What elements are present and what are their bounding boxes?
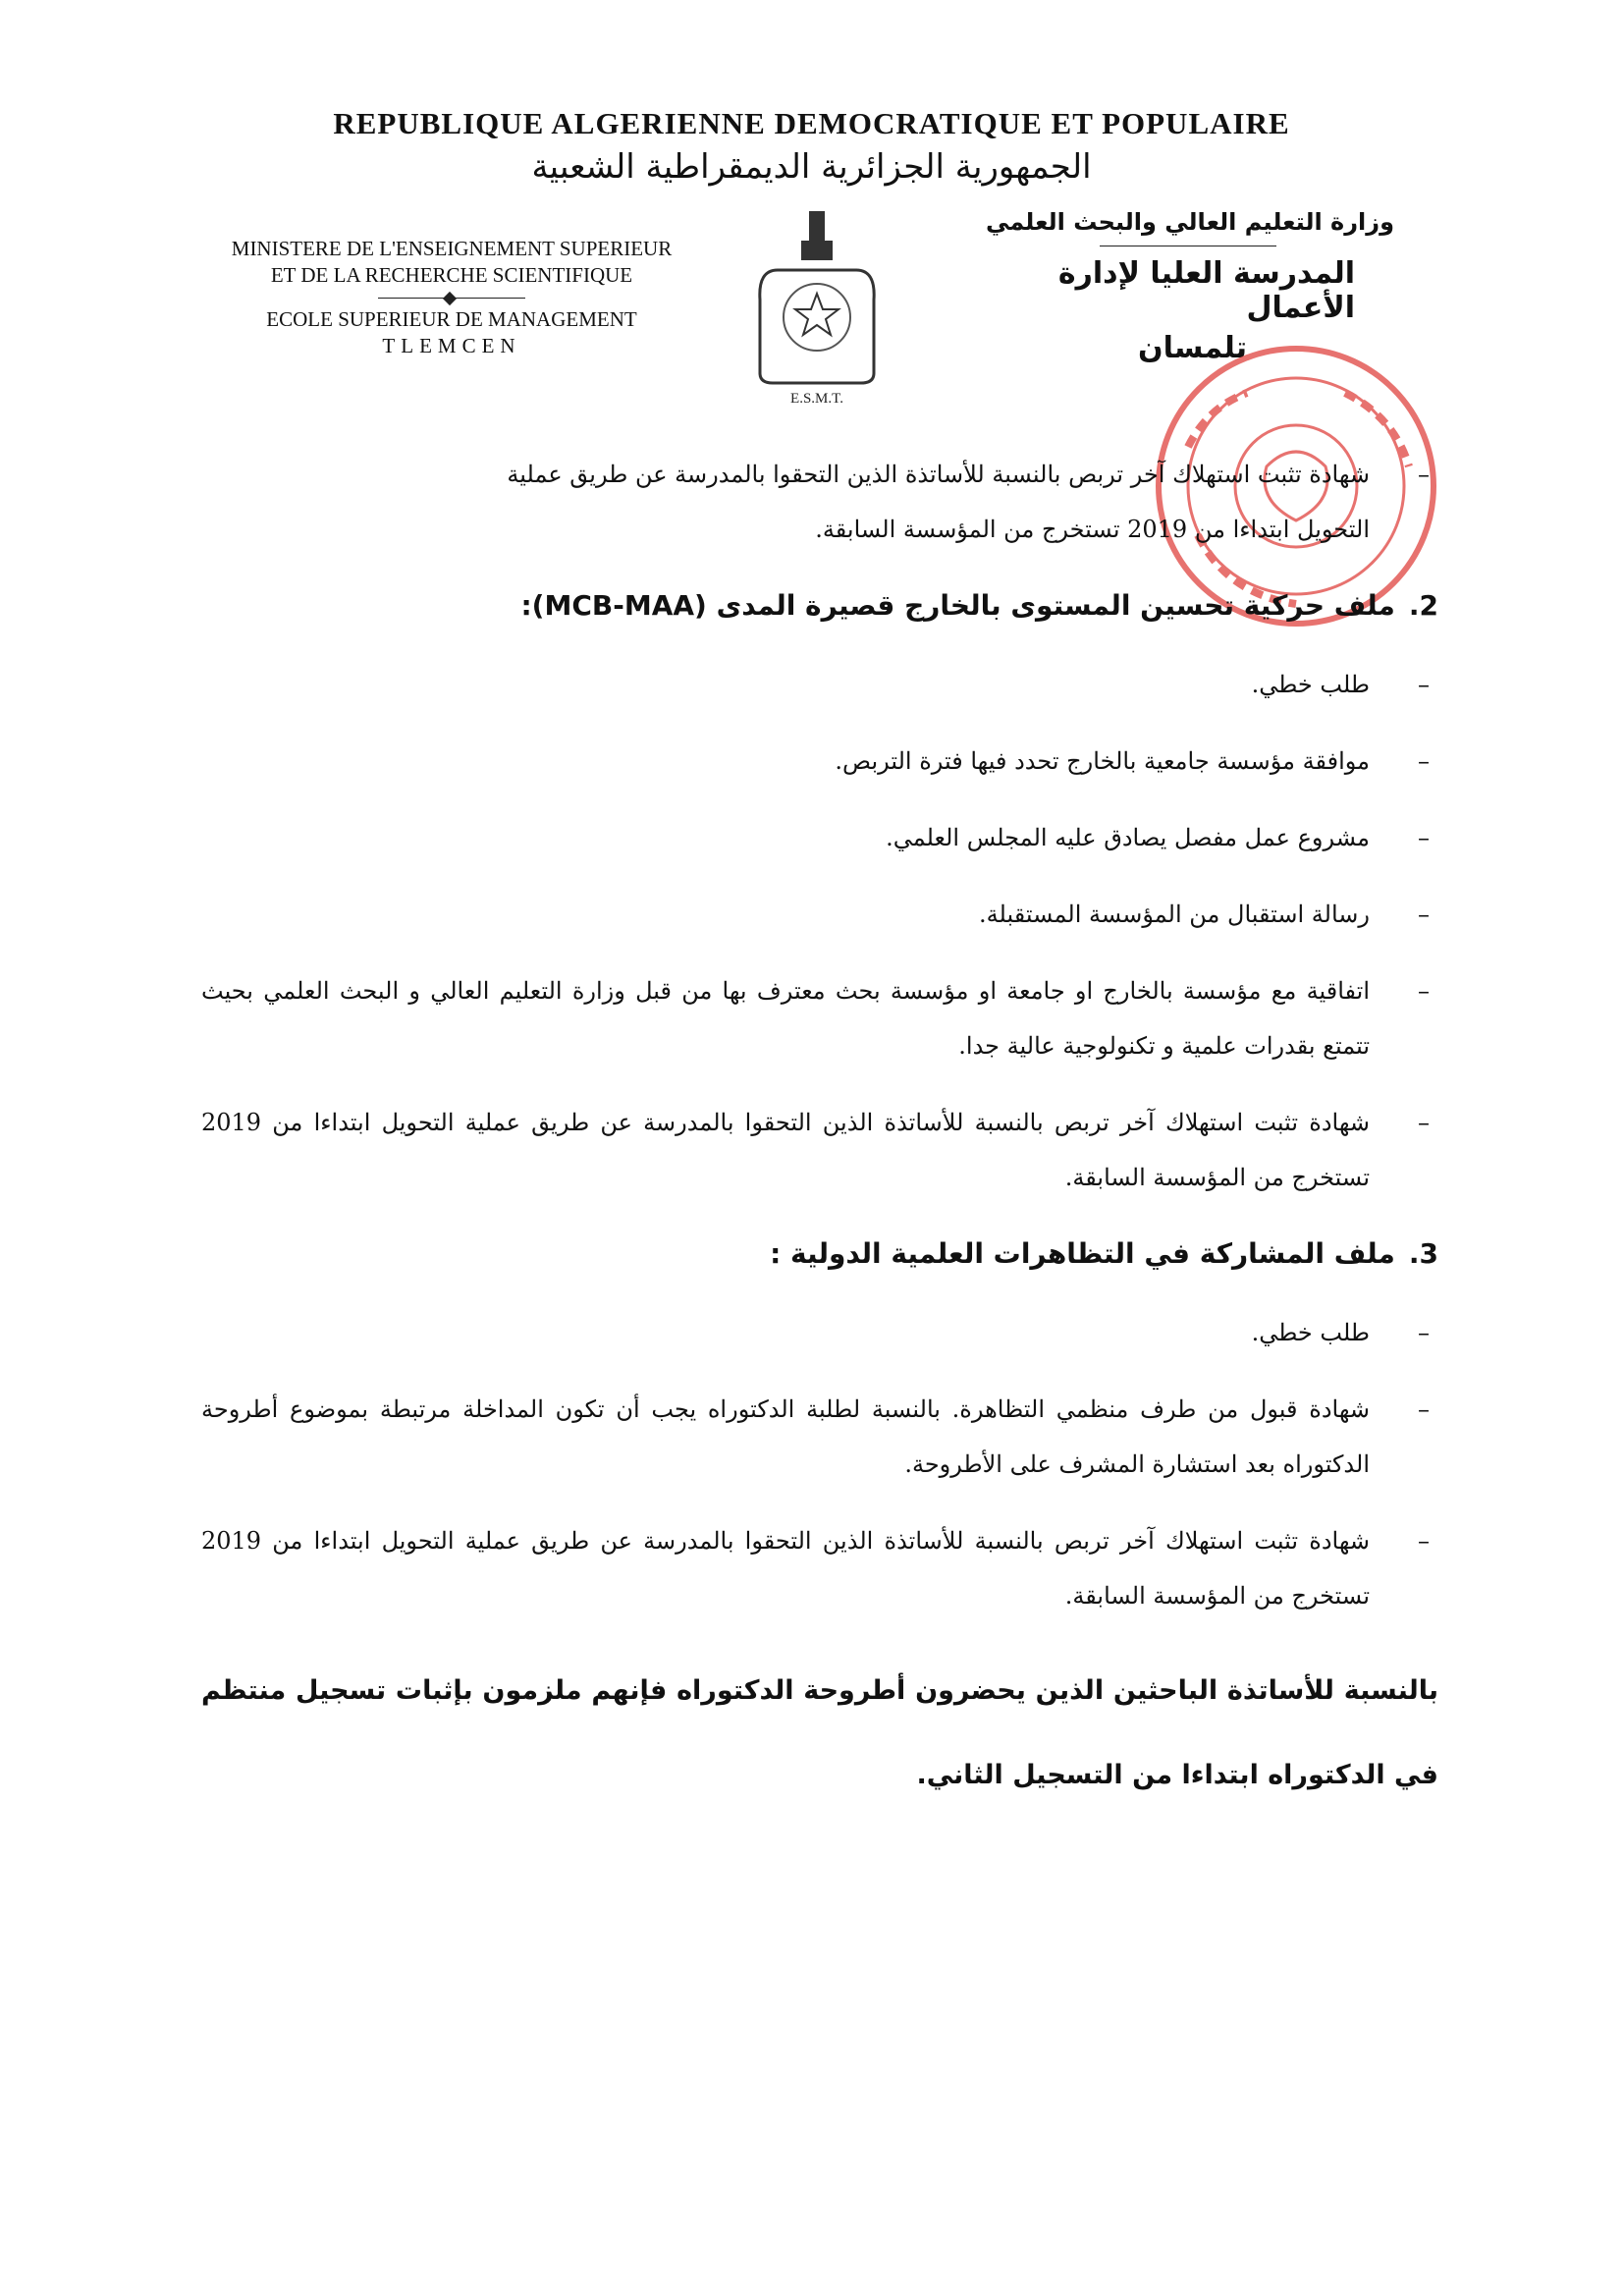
dash-bullet: – — [1418, 824, 1430, 851]
document-body — [201, 447, 1438, 1818]
school-name-ar: المدرسة العليا لإدارة الأعمال — [1057, 256, 1355, 325]
section-2-heading — [201, 578, 1438, 633]
list-item — [201, 1513, 1438, 1623]
dash-bullet: – — [1418, 977, 1430, 1005]
dash-bullet: – — [1418, 1395, 1430, 1423]
city-name-fr: TLEMCEN — [382, 334, 521, 357]
dash-bullet: – — [1418, 671, 1430, 698]
city-name-ar: تلمسان — [1137, 331, 1247, 365]
intro-line1: شهادة تثبت استهلاك آخر تربص بالنسبة للأساتذة الذين التحقوا بالمدرسة عن طريق عملية — [507, 461, 1370, 488]
ministry-block-fr — [177, 236, 727, 359]
dash-bullet: – — [1418, 461, 1430, 488]
section-3-item: شهادة قبول من طرف منظمي التظاهرة. بالنسبة لطلبة الدكتوراه يجب أن تكون المداخلة مرتبطة بموضوع أطروحة الدكتوراه بعد استشارة المشرف على الأطروحة. — [201, 1395, 1370, 1478]
closing-paragraph: بالنسبة للأساتذة الباحثين الذين يحضرون أطروحة الدكتوراه فإنهم ملزمون بإثبات تسجيل منتظم في الدكتوراه ابتداءا من التسجيل الثاني. — [201, 1675, 1438, 1790]
section-2-title: ملف حركية تحسين المستوى بالخارج قصيرة المدى (MCB-MAA): — [520, 589, 1395, 622]
section-2-item: موافقة مؤسسة جامعية بالخارج تحدد فيها فترة التربص. — [835, 747, 1370, 775]
section-3-item: طلب خطي. — [1251, 1319, 1370, 1346]
list-item — [201, 447, 1438, 557]
school-logo — [738, 201, 895, 408]
dash-bullet: – — [1418, 1109, 1430, 1136]
dash-bullet: – — [1418, 1319, 1430, 1346]
section-2-item: طلب خطي. — [1251, 671, 1370, 698]
list-item — [201, 1305, 1438, 1360]
list-item — [201, 1095, 1438, 1205]
section-3-number: 3. — [1408, 1237, 1438, 1270]
section-3-item: شهادة تثبت استهلاك آخر تربص بالنسبة للأساتذة الذين التحقوا بالمدرسة عن طريق عملية التحويل ابتداءا من 2019 تستخرج من المؤسسة السابقة. — [201, 1527, 1370, 1610]
list-item — [201, 734, 1438, 789]
ministry-line1-fr: MINISTERE DE L'ENSEIGNEMENT SUPERIEUR — [231, 237, 673, 260]
logo-caption: E.S.M.T. — [790, 391, 843, 407]
section-2-item: رسالة استقبال من المؤسسة المستقبلة. — [979, 901, 1370, 928]
ministry-name-ar: وزارة التعليم العالي والبحث العلمي — [985, 208, 1394, 236]
section-2-item: مشروع عمل مفصل يصادق عليه المجلس العلمي. — [886, 824, 1370, 851]
section-2-item: شهادة تثبت استهلاك آخر تربص بالنسبة للأساتذة الذين التحقوا بالمدرسة عن طريق عملية التحويل ابتداءا من 2019 تستخرج من المؤسسة السابقة. — [201, 1109, 1370, 1191]
list-item — [201, 1382, 1438, 1492]
section-2-number: 2. — [1408, 589, 1438, 622]
section-3-heading — [201, 1227, 1438, 1282]
ministry-line2-fr: ET DE LA RECHERCHE SCIENTIFIQUE — [270, 263, 633, 287]
intro-line2: التحويل ابتداءا من 2019 تستخرج من المؤسسة السابقة. — [815, 516, 1370, 543]
list-item — [201, 963, 1438, 1073]
dash-bullet: – — [1418, 747, 1430, 775]
dash-bullet: – — [1418, 1527, 1430, 1555]
section-3-title: ملف المشاركة في التظاهرات العلمية الدولية : — [770, 1237, 1395, 1270]
list-item — [201, 657, 1438, 712]
section-2-item: اتفاقية مع مؤسسة بالخارج او جامعة او مؤسسة بحث معترف بها من قبل وزارة التعليم العالي و البحث العلمي بحيث تتمتع بقدرات علمية و تكنولوجية عالية جدا. — [201, 977, 1370, 1060]
republic-title-fr: REPUBLIQUE ALGERIENNE DEMOCRATIQUE ET POPULAIRE — [333, 106, 1290, 140]
republic-title-ar: الجمهورية الجزائرية الديمقراطية الشعبية — [531, 147, 1092, 187]
ornament-divider — [378, 293, 525, 304]
list-item — [201, 810, 1438, 865]
dash-bullet: – — [1418, 901, 1430, 928]
list-item — [201, 887, 1438, 942]
school-name-fr: ECOLE SUPERIEUR DE MANAGEMENT — [266, 307, 637, 331]
